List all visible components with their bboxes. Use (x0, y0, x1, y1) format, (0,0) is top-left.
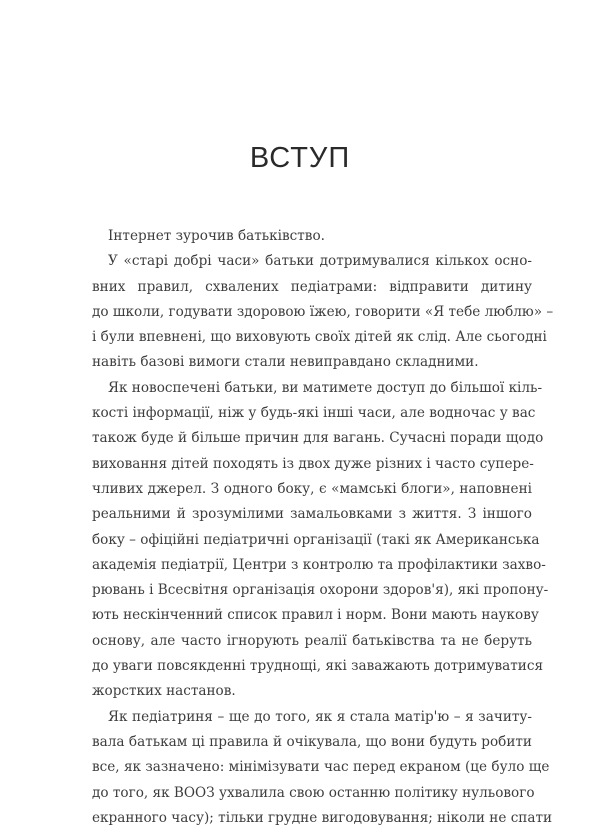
page-title: ВСТУП (249, 142, 351, 174)
text-line: Як педіатриня – ще до того, як я стала матір'ю – я зачиту- (108, 708, 532, 725)
text-line: все, як зазначено: мінімізувати час перед екраном (це було ще (92, 759, 550, 776)
text-line: навіть базові вимоги стали невиправдано складними. (92, 354, 479, 371)
text-line: жорстких настанов. (92, 683, 236, 700)
text-line: У «старі добрі часи» батьки дотримувалися кількох осно- (108, 253, 532, 270)
paragraph (92, 224, 532, 249)
text-line: боку – офіційні педіатричні організації (такі як Американська (92, 531, 540, 548)
text-line: кості інформації, ніж у будь-які інші часи, але водночас у вас (92, 405, 536, 422)
paragraph (92, 249, 554, 375)
body-text (92, 224, 554, 831)
text-line: до школи, годувати здоровою їжею, говорити «Я тебе люблю» – (92, 303, 554, 320)
text-line: виховання дітей походять із двох дуже різних і часто супере- (92, 455, 534, 472)
text-line: рювань і Всесвітня організація охорони здоров'я), які пропону- (92, 582, 549, 599)
text-line: чливих джерел. З одного боку, є «мамські блоги», наповнені (92, 480, 532, 497)
text-line: основу, але часто ігнорують реалії батьківства та не беруть (92, 632, 532, 649)
text-line: ють нескінченний список правил і норм. Вони мають наукову (92, 607, 539, 624)
text-line: вала батькам ці правила й очікувала, що вони будуть робити (92, 733, 532, 750)
text-line: і були впевнені, що виховують своїх дітей як слід. Але сьогодні (92, 329, 547, 346)
text-line: реальними й зрозумілими замальовками з життя. З іншого (92, 506, 532, 523)
text-line: до того, як ВООЗ ухвалила свою останню політику нульового (92, 784, 535, 801)
text-line: академія педіатрії, Центри з контролю та профілактики захво- (92, 556, 546, 573)
paragraph (92, 376, 549, 705)
text-line: вних правил, схвалених педіатрами: відправити дитину (92, 278, 532, 295)
text-line: Інтернет зурочив батьківство. (108, 228, 325, 244)
text-line: також буде й більше причин для вагань. Сучасні поради щодо (92, 430, 544, 447)
text-line: до уваги повсякденні труднощі, які заважають дотримуватися (92, 658, 544, 675)
text-line: екранного часу); тільки грудне вигодовування; ніколи не спати (92, 809, 553, 826)
paragraph (92, 705, 553, 831)
text-line: Як новоспечені батьки, ви матимете доступ до більшої кіль- (108, 379, 543, 396)
